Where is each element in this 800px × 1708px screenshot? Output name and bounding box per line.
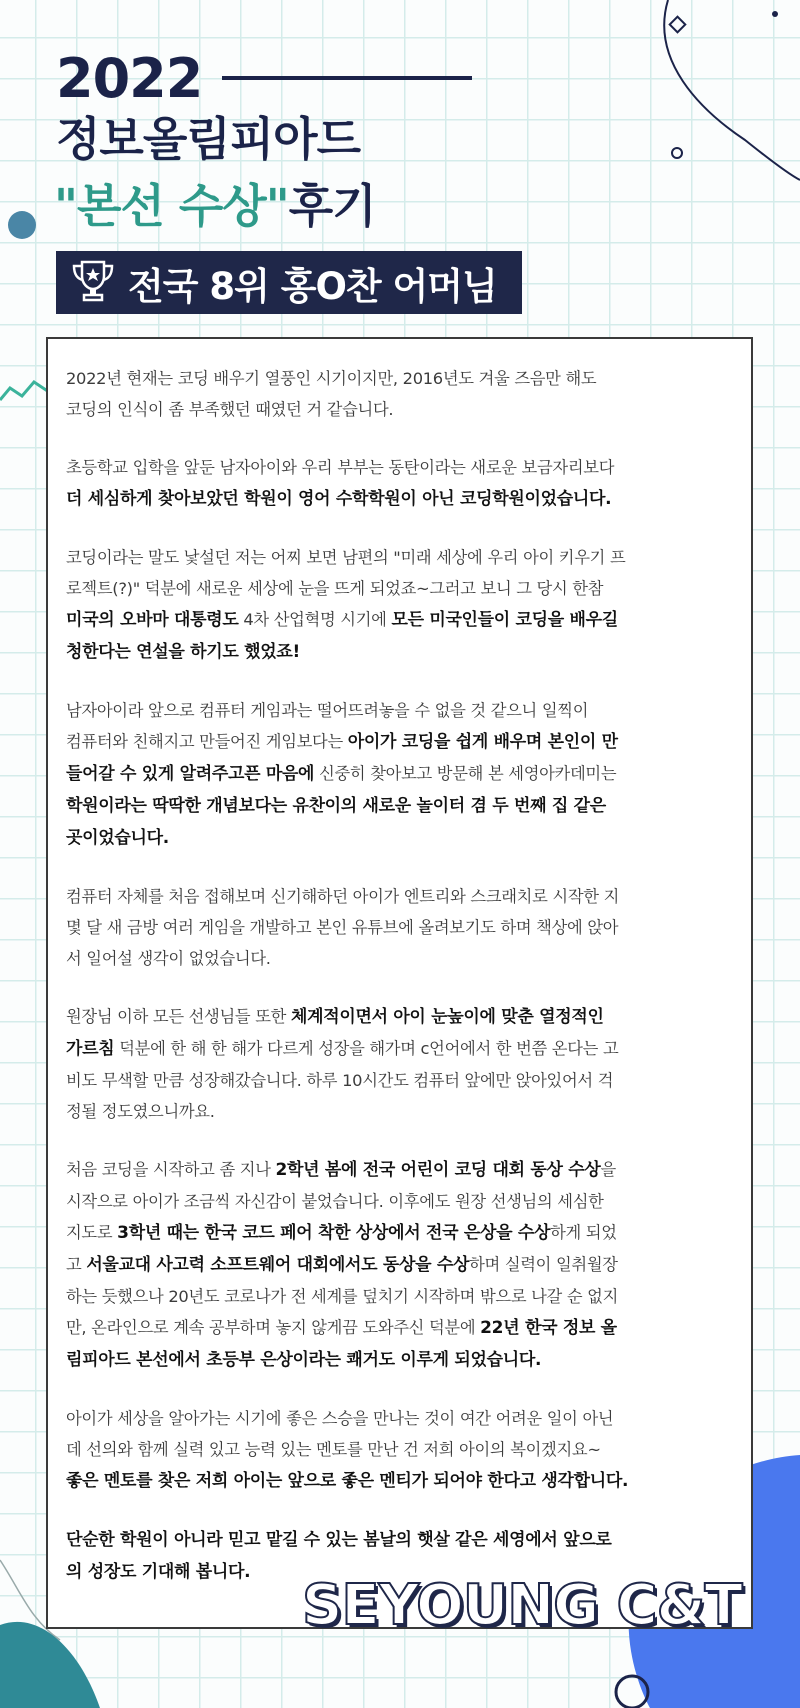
paragraph-line — [66, 1154, 725, 1186]
paragraph-line — [66, 790, 725, 822]
body-text: 코딩의 인식이 좀 부족했던 때였던 거 같습니다. — [66, 400, 394, 419]
body-text: 데 선의와 함께 실력 있고 능력 있는 멘토를 만난 건 저희 아이의 복이겠지요~ — [66, 1440, 601, 1459]
title-accent: "본선 수상" — [54, 179, 289, 233]
article-paragraph — [66, 452, 725, 515]
emphasis-text: 서울교대 사고력 소프트웨어 대회에서도 동상을 수상 — [86, 1255, 470, 1275]
emphasis-text: 2학년 봄에 전국 어린이 코딩 대회 동상 수상 — [275, 1160, 601, 1180]
emphasis-text: 좋은 멘토를 찾은 저희 아이는 앞으로 좋은 멘티가 되어야 한다고 생각합니다. — [66, 1471, 629, 1491]
emphasis-text: 곳이었습니다. — [66, 828, 169, 848]
title-suffix: 후기 — [288, 179, 376, 233]
body-text: 남자아이라 앞으로 컴퓨터 게임과는 떨어뜨려놓을 수 없을 것 같으니 일찍이 — [66, 701, 589, 720]
body-text: 초등학교 입학을 앞둔 남자아이와 우리 부부는 동탄이라는 새로운 보금자리보다 — [66, 458, 615, 477]
paragraph-line — [66, 1524, 725, 1556]
paragraph-line — [66, 758, 725, 790]
paragraph-line — [66, 604, 725, 636]
body-text: 지도로 — [66, 1223, 118, 1242]
paragraph-line — [66, 363, 725, 394]
body-text: 시작으로 아이가 조금씩 자신감이 붙었습니다. 이후에도 원장 선생님의 세심한 — [66, 1192, 604, 1211]
title-main: 정보올림피아드 — [56, 112, 361, 166]
body-text: 만, 온라인으로 계속 공부하며 놓지 않게끔 도와주신 덕분에 — [66, 1318, 481, 1337]
paragraph-line — [66, 1312, 725, 1344]
body-text: 2022년 현재는 코딩 배우기 열풍인 시기이지만, 2016년도 겨울 즈음만 해도 — [66, 369, 597, 388]
body-text: 4차 산업혁명 시기에 — [238, 610, 392, 629]
article-paragraph — [66, 1403, 725, 1497]
emphasis-text: 22년 한국 정보 올 — [480, 1318, 617, 1338]
body-text: 컴퓨터와 친해지고 만들어진 게임보다는 — [66, 732, 348, 751]
title-rule — [222, 76, 472, 80]
body-text: 원장님 이하 모든 선생님들 또한 — [66, 1007, 291, 1026]
paragraph-line — [66, 1344, 725, 1376]
body-text: 하는 듯했으나 20년도 코로나가 전 세계를 덮치기 시작하며 밖으로 나갈 순 없지 — [66, 1287, 619, 1306]
paragraph-line — [66, 943, 725, 974]
paragraph-line — [66, 1033, 725, 1065]
emphasis-text: 체계적이면서 아이 눈높이에 맞춘 열정적인 — [290, 1007, 604, 1027]
body-text: 하게 되었 — [550, 1223, 617, 1242]
body-text: 몇 달 새 금방 여러 게임을 개발하고 본인 유튜브에 올려보기도 하며 책상에 앉아 — [66, 918, 619, 937]
paragraph-line — [66, 452, 725, 483]
year-heading: 2022 — [56, 47, 203, 110]
body-text: 하며 실력이 일취월장 — [469, 1255, 618, 1274]
testimonial-card — [46, 337, 753, 1629]
body-text: 비도 무색할 만큼 성장해갔습니다. 하루 10시간도 컴퓨터 앞에만 앉아있어서 걱 — [66, 1071, 614, 1090]
emphasis-text: 학원이라는 딱딱한 개념보다는 유찬이의 새로운 놀이터 겸 두 번째 집 같은 — [66, 796, 606, 816]
article-paragraph — [66, 1154, 725, 1376]
emphasis-text: 미국의 오바마 대통령도 — [66, 610, 239, 630]
rank-banner — [56, 251, 522, 314]
paragraph-line — [66, 881, 725, 912]
body-text: 처음 코딩을 시작하고 좀 지나 — [66, 1160, 276, 1179]
body-text: 신중히 찾아보고 방문해 본 세영아카데미는 — [314, 764, 617, 783]
paragraph-line — [66, 483, 725, 515]
paragraph-line — [66, 542, 725, 573]
paragraph-line — [66, 1186, 725, 1217]
emphasis-text: 단순한 학원이 아니라 믿고 맡길 수 있는 봄날의 햇살 같은 세영에서 앞으로 — [66, 1530, 612, 1550]
body-text: 을 — [600, 1160, 616, 1179]
paragraph-line — [66, 573, 725, 604]
paragraph-line — [66, 1403, 725, 1434]
paragraph-line — [66, 636, 725, 668]
paragraph-line — [66, 912, 725, 943]
emphasis-text: 아이가 코딩을 쉽게 배우며 본인이 만 — [347, 732, 618, 752]
article-paragraph — [66, 363, 725, 425]
body-text: 로젝트(?)" 덕분에 새로운 세상에 눈을 뜨게 되었죠~그러고 보니 그 당시 한참 — [66, 579, 604, 598]
body-text: 덕분에 한 해 한 해가 다르게 성장을 해가며 c언어에서 한 번쯤 온다는 고 — [114, 1039, 619, 1058]
emphasis-text: 림피아드 본선에서 초등부 은상이라는 쾌거도 이루게 되었습니다. — [66, 1350, 542, 1370]
emphasis-text: 더 세심하게 찾아보았던 학원이 영어 수학학원이 아닌 코딩학원이었습니다. — [66, 489, 612, 509]
title-subline — [54, 179, 376, 233]
paragraph-line — [66, 1001, 725, 1033]
body-text: 정될 정도였으니까요. — [66, 1102, 215, 1121]
article-paragraph — [66, 881, 725, 974]
paragraph-line — [66, 726, 725, 758]
article-paragraph — [66, 1001, 725, 1127]
article-paragraph — [66, 542, 725, 668]
paragraph-line — [66, 1434, 725, 1465]
body-text: 고 — [66, 1255, 87, 1274]
paragraph-line — [66, 1465, 725, 1497]
paragraph-line — [66, 1065, 725, 1096]
emphasis-text: 가르침 — [66, 1039, 115, 1059]
emphasis-text: 청한다는 연설을 하기도 했었죠! — [66, 642, 300, 662]
rank-banner-text: 전국 8위 홍O찬 어머님 — [128, 264, 497, 308]
paragraph-line — [66, 1249, 725, 1281]
paragraph-line — [66, 822, 725, 854]
body-text: 아이가 세상을 알아가는 시기에 좋은 스승을 만나는 것이 여간 어려운 일이 아닌 — [66, 1409, 614, 1428]
watermark-logo: SEYOUNG C&T — [302, 1573, 742, 1638]
body-text: 서 일어설 생각이 없었습니다. — [66, 949, 271, 968]
paragraph-line — [66, 394, 725, 425]
paragraph-line — [66, 1281, 725, 1312]
emphasis-text: 들어갈 수 있게 알려주고픈 마음에 — [66, 764, 315, 784]
body-text: 코딩이라는 말도 낯설던 저는 어찌 보면 남편의 "미래 세상에 우리 아이 키우기 프 — [66, 548, 626, 567]
emphasis-text: 의 성장도 기대해 봅니다. — [66, 1562, 251, 1582]
article-paragraph — [66, 695, 725, 854]
paragraph-line — [66, 1217, 725, 1249]
trophy-icon — [70, 259, 116, 307]
body-text: 컴퓨터 자체를 처음 접해보며 신기해하던 아이가 엔트리와 스크래치로 시작한 지 — [66, 887, 619, 906]
paragraph-line — [66, 695, 725, 726]
emphasis-text: 모든 미국인들이 코딩을 배우길 — [391, 610, 618, 630]
emphasis-text: 3학년 때는 한국 코드 페어 착한 상상에서 전국 은상을 수상 — [117, 1223, 551, 1243]
paragraph-line — [66, 1096, 725, 1127]
